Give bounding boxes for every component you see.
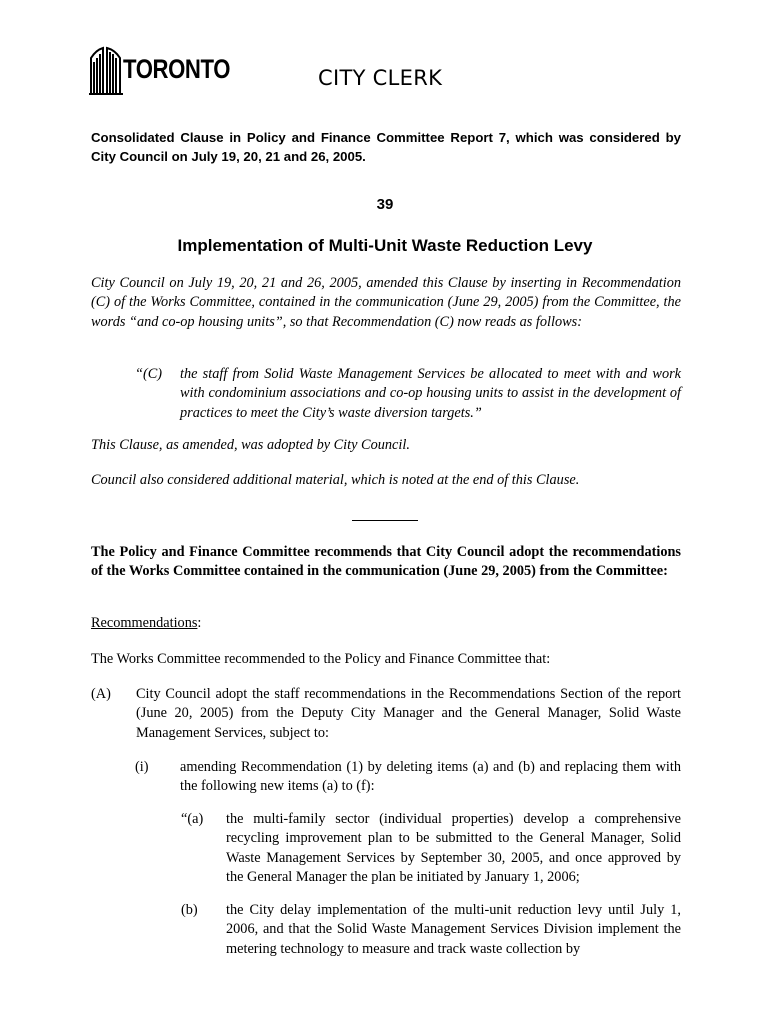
department-title: CITY CLERK	[318, 66, 443, 90]
new-item-b-text: the City delay implementation of the multi-unit reduction levy until July 1, 2006, and that the Solid Waste Management Services Division implement the metering technology to measure and track waste collection by	[226, 902, 681, 957]
logo-wordmark: TORONTO	[123, 54, 231, 84]
toronto-logo	[89, 44, 249, 96]
new-item-b-label: (b)	[181, 902, 198, 918]
new-item-a-label: “(a)	[181, 811, 204, 827]
amendment-paragraph: City Council on July 19, 20, 21 and 26, 2005, amended this Clause by inserting in Recommendation (C) of the Works Committee, contained in the communication (June 29, 2005) from the Committee, the words “and co-op housing units”, so that Recommendation (C) now reads as follows:	[91, 275, 681, 330]
committee-recommendation: The Policy and Finance Committee recommends that City Council adopt the recommendations of the Works Committee contained in the communication (June 29, 2005) from the Committee:	[91, 544, 681, 580]
quoted-recommendation	[135, 365, 681, 423]
city-hall-icon	[89, 44, 123, 96]
works-committee-intro: The Works Committee recommended to the Policy and Finance Committee that:	[91, 651, 551, 667]
new-item-a-text: the multi-family sector (individual properties) develop a comprehensive recycling improvement plan to be submitted to the General Manager, Solid Waste Management Services by September 30, 2005, and once approved by the General Manager the plan be initiated by January 1, 2006;	[226, 811, 681, 885]
clause-title: Implementation of Multi-Unit Waste Reduction Levy	[177, 236, 593, 255]
quoted-recommendation-label: “(C)	[135, 366, 163, 382]
recommendation-item-a-text: City Council adopt the staff recommendations in the Recommendations Section of the report (June 20, 2005) from the Deputy City Manager and the General Manager, Solid Waste Management Services, subject to:	[136, 686, 681, 741]
consolidated-clause-note: Consolidated Clause in Policy and Finance Committee Report 7, which was considered by City Council on July 19, 20, 21 and 26, 2005.	[91, 130, 681, 164]
sub-item-i-text: amending Recommendation (1) by deleting items (a) and (b) and replacing them with the following new items (a) to (f):	[180, 759, 681, 795]
sub-item-i-label: (i)	[135, 759, 149, 775]
recommendation-item-a-label: (A)	[91, 686, 111, 702]
additional-material-note: Council also considered additional material, which is noted at the end of this Clause.	[91, 472, 580, 488]
divider-line	[352, 520, 418, 521]
recommendations-colon: :	[197, 615, 202, 631]
clause-number: 39	[376, 196, 394, 213]
quoted-recommendation-text: the staff from Solid Waste Management Services be allocated to meet with and work with condominium associations and co-op housing units to assist in the development of practices to meet the City’s waste diversion targets.”	[180, 366, 681, 421]
recommendation-item-a	[91, 685, 681, 743]
sub-item-i	[135, 758, 681, 797]
new-item-a	[181, 810, 681, 887]
adopted-statement: This Clause, as amended, was adopted by City Council.	[91, 437, 410, 453]
recommendations-heading: Recommendations	[91, 615, 198, 631]
new-item-b	[181, 901, 681, 959]
recommendations-heading-row	[91, 614, 201, 633]
